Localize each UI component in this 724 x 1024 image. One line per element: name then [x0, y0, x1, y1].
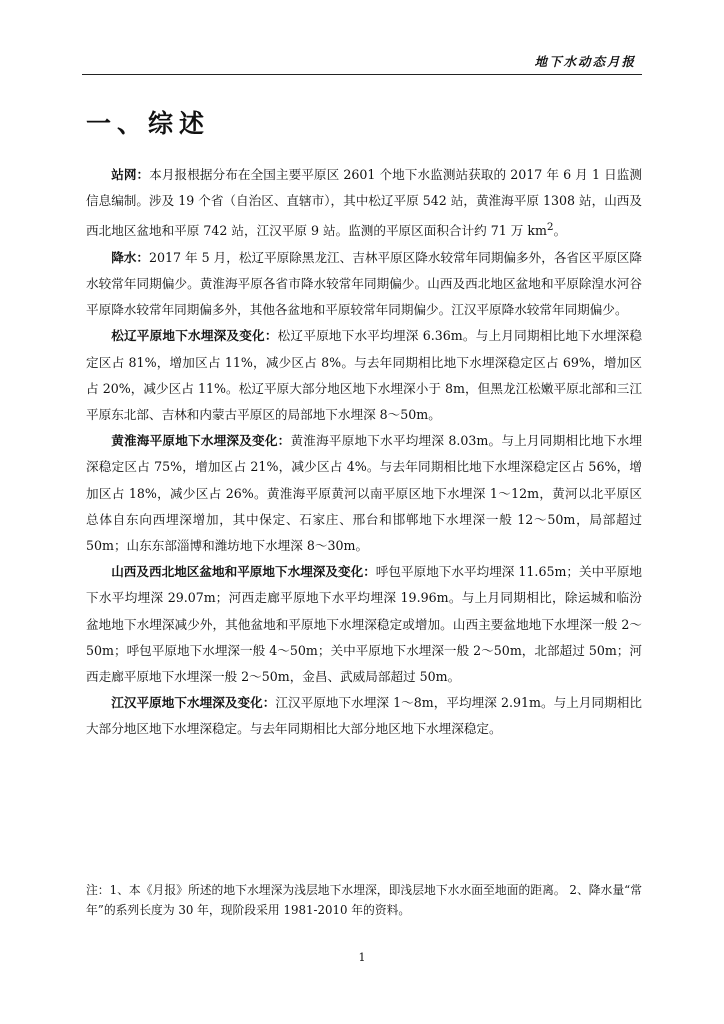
paragraph-huanghuaihai	[86, 428, 642, 559]
paragraph-text: 江汉平原地下水埋深 1～8m，平均埋深 2.91m。与上月同期相比大部分地区地下水埋深稳定。与去年同期相比大部分地区地下水埋深稳定。	[86, 695, 642, 737]
footnote: 注：1、本《月报》所述的地下水埋深为浅层地下水埋深，即浅层地下水水面至地面的距离。 2、降水量“常年”的系列长度为 30 年，现阶段采用 1981-2010 年的资料。	[86, 883, 642, 917]
paragraph-lead: 站网：	[111, 167, 150, 182]
paragraph-text: 2017 年 5 月，松辽平原除黑龙江、吉林平原区降水较常年同期偏多外，各省区平原区降水较常年同期偏少。黄淮海平原各省市降水较常年同期偏少。山西及西北地区盆地和平原除湟水河谷平原降水较常年同期偏多外，其他各盆地和平原较常年同期偏少。江汉平原降水较常年同期偏少。	[86, 249, 642, 318]
paragraph-shanxi-northwest	[86, 559, 642, 690]
paragraph-text: 呼包平原地下水平均埋深 11.65m；关中平原地下水平均埋深 29.07m；河西走廊平原地下水平均埋深 19.96m。与上月同期相比，除运城和临汾盆地地下水埋深减少外，其他盆地和平原地下水埋深稳定或增加。山西主要盆地地下水埋深一般 2～50m；呼包平原地下水埋深一般 4～50m；关中平原地下水埋深一般 2～50m，北部超过 50m；河西走廊平原地下水埋深一般 2～50m，金昌、武威局部超过 50m。	[86, 564, 643, 685]
page-header	[82, 46, 642, 75]
paragraph-lead: 山西及西北地区盆地和平原地下水埋深及变化：	[111, 564, 376, 580]
page-number: 1	[358, 951, 366, 964]
paragraph-lead: 松辽平原地下水埋深及变化：	[111, 328, 278, 344]
paragraph-text: 黄淮海平原地下水平均埋深 8.03m。与上月同期相比地下水埋深稳定区占 75%，增加区占 21%，减少区占 4%。与去年同期相比地下水埋深稳定区占 56%，增加区占 18%，减少区占 26%。黄淮海平原黄河以南平原区地下水埋深 1～12m，黄河以北平原区总体自东向西埋深增加，其中保定、石家庄、邢台和邯郸地下水埋深一般 12～50m，局部超过 50m；山东东部淄博和潍坊地下水埋深 8～30m。	[86, 433, 642, 554]
paragraph-lead: 江汉平原地下水埋深及变化：	[111, 695, 276, 711]
paragraph-jianghan	[86, 690, 642, 742]
paragraph-text: 松辽平原地下水平均埋深 6.36m。与上月同期相比地下水埋深稳定区占 81%，增加区占 11%，减少区占 8%。与去年同期相比地下水埋深稳定区占 69%，增加区占 20%，减少区占 11%。松辽平原大部分地区地下水埋深小于 8m，但黑龙江松嫩平原北部和三江平原东北部、吉林和内蒙古平原区的局部地下水埋深 8～50m。	[86, 328, 642, 423]
paragraph-songliao	[86, 323, 642, 428]
paragraph-network	[86, 162, 642, 245]
section-title: 一、综述	[86, 109, 211, 138]
paragraph-text-end: 。	[553, 223, 567, 239]
paragraph-text: 本月报根据分布在全国主要平原区 2601 个地下水监测站获取的 2017 年 6 月 1 日监测信息编制。涉及 19 个省（自治区、直辖市），其中松辽平原 542 站，黄淮海平原 1308 站，山西及西北地区盆地和平原 742 站，江汉平原 9 站。监测的平原区面积合计约 71 万 km	[86, 167, 642, 239]
paragraph-precipitation	[86, 245, 642, 324]
paragraph-lead: 黄淮海平原地下水埋深及变化：	[111, 433, 291, 449]
superscript: 2	[546, 221, 554, 234]
header-title: 地下水动态月报	[534, 54, 636, 69]
body-text	[86, 162, 642, 743]
paragraph-lead: 降水：	[111, 249, 149, 265]
